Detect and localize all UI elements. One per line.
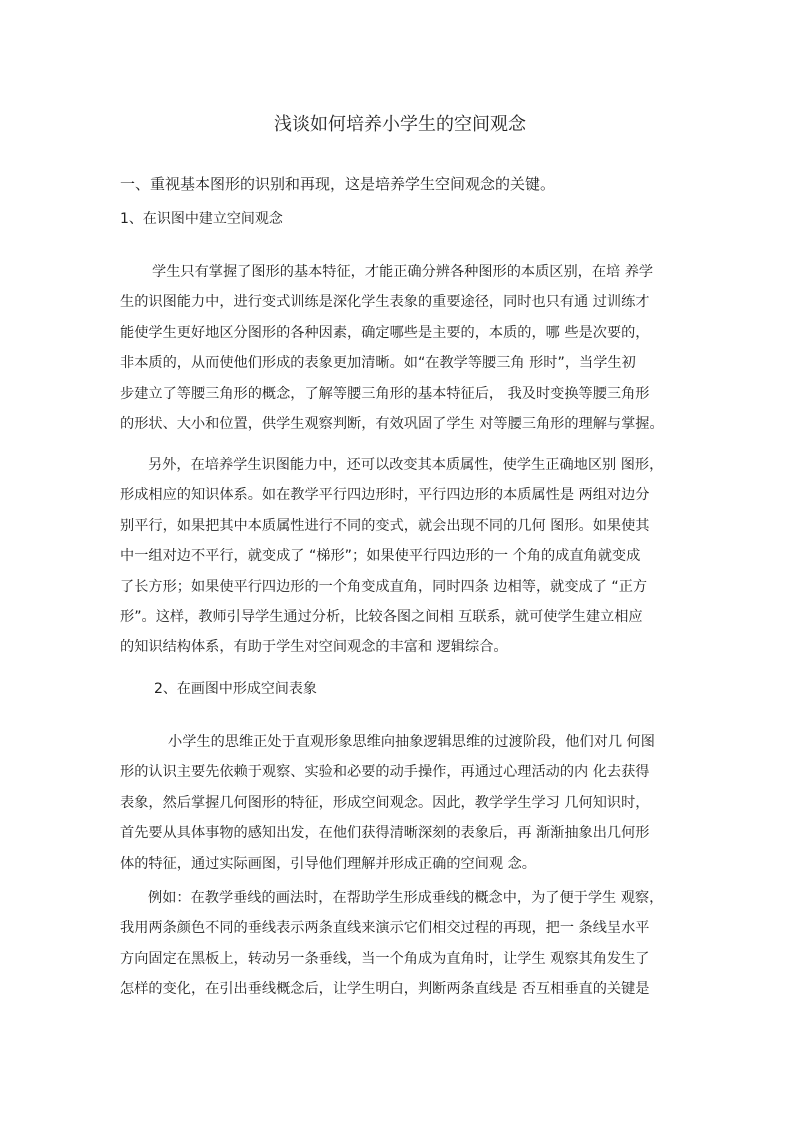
paragraph-line: 的形状、大小和位置，供学生观察判断，有效巩固了学生 对等腰三角形的理解与掌握。	[120, 415, 664, 432]
paragraph-line: 我用两条颜色不同的垂线表示两条直线来演示它们相交过程的再现，把一 条线呈水平	[120, 920, 650, 937]
paragraph-line: 怎样的变化，在引出垂线概念后，让学生明白，判断两条直线是 否互相垂直的关键是	[120, 981, 650, 998]
paragraph-line: 能使学生更好地区分图形的各种因素，确定哪些是主要的，本质的，哪 些是次要的，	[120, 324, 650, 341]
paragraph-line: 形的认识主要先依赖于观察、实验和必要的动手操作，再通过心理活动的内 化去获得	[120, 764, 650, 781]
paragraph-line: 的知识结构体系，有助于学生对空间观念的丰富和 逻辑综合。	[120, 639, 508, 656]
subsection-heading-2: 2、在画图中形成空间表象	[154, 681, 317, 697]
paragraph-line: 中一组对边不平行，就变成了 “梯形”；如果使平行四边形的一 个角的成直角就变成	[120, 548, 641, 565]
paragraph-line: 非本质的，从而使他们形成的表象更加清晰。如“在教学等腰三角 形时”，当学生初	[120, 355, 636, 372]
paragraph-2	[120, 450, 690, 663]
paragraph-3	[120, 727, 690, 879]
paragraph-1	[120, 257, 690, 439]
paragraph-line: 方向固定在黑板上，转动另一条垂线，当一个角成为直角时，让学生 观察其角发生了	[120, 950, 650, 967]
paragraph-line: 小学生的思维正处于直观形象思维向抽象逻辑思维的过渡阶段，他们对几 何图	[168, 734, 655, 750]
subsection-heading-1: 1、在识图中建立空间观念	[120, 211, 283, 227]
paragraph-line: 首先要从具体事物的感知出发，在他们获得清晰深刻的表象后，再 渐渐抽象出几何形	[120, 825, 650, 842]
paragraph-line: 生的识图能力中，进行变式训练是深化学生表象的重要途径，同时也只有通 过训练才	[120, 294, 650, 311]
paragraph-line: 另外，在培养学生识图能力中，还可以改变其本质属性，使学生正确地区别 图形，	[148, 457, 664, 473]
paragraph-4	[120, 883, 690, 1005]
paragraph-line: 了长方形；如果使平行四边形的一个角变成直角，同时四条 边相等，就变成了 “正方	[120, 578, 648, 595]
paragraph-line: 形”。这样，教师引导学生通过分析，比较各图之间相 互联系，就可使学生建立相应	[120, 608, 643, 625]
paragraph-line: 形成相应的知识体系。如在教学平行四边形时，平行四边形的本质属性是 两组对边分	[120, 487, 650, 504]
page-title: 浅谈如何培养小学生的空间观念	[274, 114, 526, 135]
paragraph-line: 学生只有掌握了图形的基本特征，才能正确分辨各种图形的本质区别，在培 养学	[152, 264, 654, 280]
section-heading: 一、重视基本图形的识别和再现，这是培养学生空间观念的关键。	[120, 175, 556, 193]
paragraph-line: 例如：在教学垂线的画法时，在帮助学生形成垂线的概念中，为了便于学生 观察，	[148, 890, 664, 906]
paragraph-line: 步建立了等腰三角形的概念，了解等腰三角形的基本特征后， 我及时变换等腰三角形	[120, 385, 650, 402]
paragraph-line: 别平行，如果把其中本质属性进行不同的变式，就会出现不同的几何 图形。如果使其	[120, 517, 650, 534]
paragraph-line: 表象，然后掌握几何图形的特征，形成空间观念。因此，教学学生学习 几何知识时，	[120, 794, 650, 811]
paragraph-line: 体的特征，通过实际画图，引导他们理解并形成正确的空间观 念。	[120, 855, 536, 872]
